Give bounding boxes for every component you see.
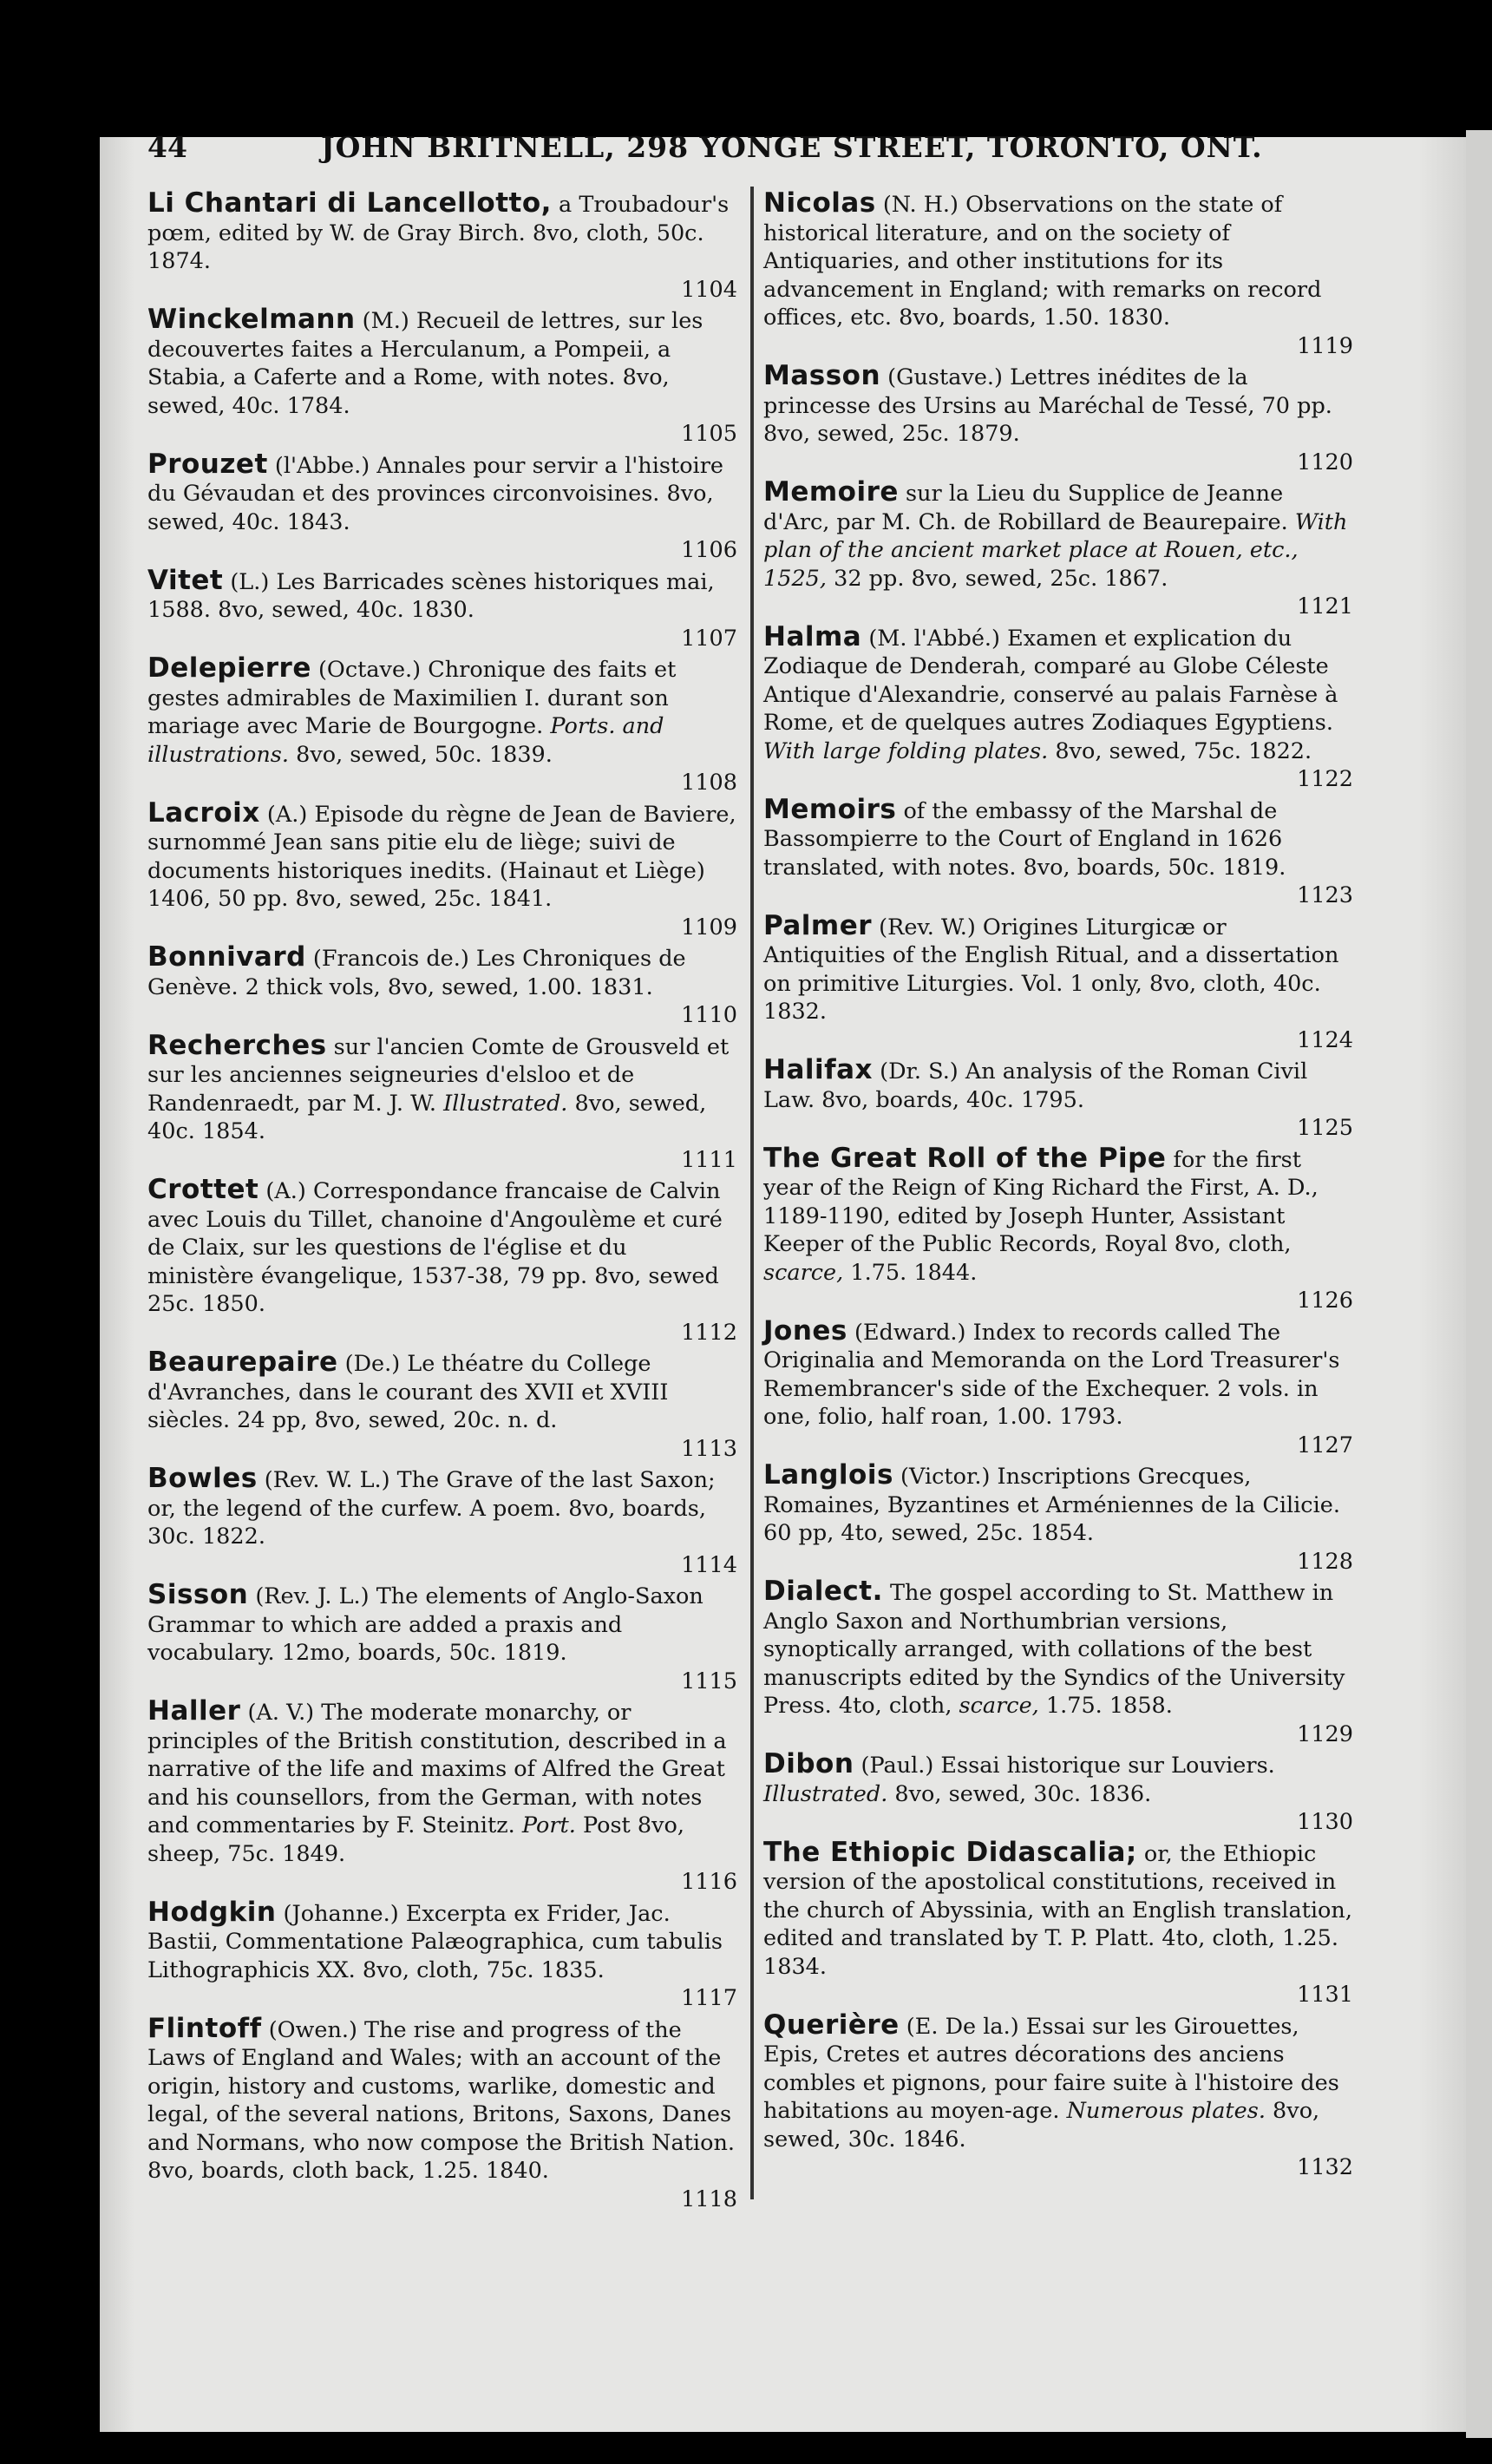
entry-italic-note: scarce, [763, 1259, 844, 1286]
entry-heading: Hodgkin [147, 1896, 277, 1928]
entry-number: 1111 [681, 1146, 737, 1173]
entry-number: 1107 [681, 625, 737, 652]
catalog-entry [147, 305, 737, 449]
entry-description: a Troubadour's pœm, edited by W. de Gray Birch. 8vo, cloth, 50c. 1874. [147, 192, 730, 274]
catalog-entry [763, 478, 1353, 621]
entry-heading: Palmer [763, 909, 873, 941]
entry-heading: Memoirs [763, 793, 897, 825]
entry-italic-note: With large folding plates. [763, 737, 1049, 764]
entry-heading: Prouzet [147, 448, 268, 480]
catalog-entry [147, 564, 737, 653]
entry-number: 1126 [1297, 1288, 1353, 1314]
entry-heading: Recherches [147, 1029, 327, 1061]
entry-description: (L.) Les Barricades scènes historiques mai, 1588. 8vo, sewed, 40c. 1830. [147, 568, 715, 623]
entry-number: 1113 [681, 1435, 737, 1462]
entry-number: 1105 [681, 421, 737, 447]
catalog-entry [763, 1314, 1353, 1460]
entry-heading: Beaurepaire [147, 1347, 338, 1378]
entry-details: 8vo, sewed, 75c. 1822. [1048, 737, 1312, 764]
entry-number: 1108 [681, 770, 737, 796]
catalog-entry [147, 943, 737, 1030]
adjacent-page-edge [1466, 130, 1492, 2438]
entry-number: 1120 [1297, 449, 1353, 475]
entry-heading: Crottet [147, 1174, 259, 1205]
entry-number: 1122 [1297, 766, 1353, 792]
entry-number: 1112 [681, 1319, 737, 1346]
entry-details: 1.75. 1844. [843, 1259, 978, 1286]
entry-italic-note: With plan of the ancient market place at Rouen, etc., 1525, [763, 508, 1348, 592]
right-column [763, 189, 1353, 2184]
entry-description: sur l'ancien Comte de Grousveld et sur les anciennes seigneuries d'elsloo et de Randenraedt, par M. J. W. [147, 1033, 730, 1117]
entry-description: (Victor.) Inscriptions Grecques, Romaines, Byzantines et Arméniennes de la Cilicie. 60 pp, 4to, sewed, 25c. 1854. [763, 1464, 1340, 1546]
catalog-entry [147, 1581, 737, 1695]
page-number: 44 [147, 130, 187, 164]
entry-number: 1130 [1297, 1809, 1353, 1835]
entry-description: (A. V.) The moderate monarchy, or principles of the British constitution, described in a narrative of the life and maxims of Alfred the Great and his counsellors, from the German, with notes and commentaries by F. Steinitz. [147, 1700, 727, 1838]
left-column [147, 189, 737, 2215]
entry-description: (De.) Le théatre du College d'Avranches, dans le courant des XVII et XVIII siècles. 24 pp, 8vo, sewed, 20c. n. d. [147, 1351, 669, 1433]
entry-heading: Dialect. [763, 1576, 883, 1607]
catalog-entry [147, 1029, 737, 1175]
entry-heading: Bonnivard [147, 941, 306, 973]
entry-italic-note: Numerous plates. [1066, 2098, 1266, 2124]
entry-description: The gospel according to St. Matthew in Anglo Saxon and Northumbrian versions, synoptically arranged, with collations of the best manuscripts edited by the Syndics of the University Press. 4to, cloth, [763, 1580, 1345, 1719]
entry-description: or, the Ethiopic version of the apostolical constitutions, received in the church of Abyssinia, with an English translation, edited and translated by T. P. Platt. 4to, cloth, 1.25. 1834. [763, 1840, 1352, 1980]
catalog-entry [147, 1465, 737, 1579]
entry-italic-note: scarce, [959, 1693, 1039, 1719]
entry-number: 1125 [1297, 1115, 1353, 1141]
entry-details: 8vo, sewed, 30c. 1846. [763, 2098, 1320, 2153]
entry-description: (l'Abbe.) Annales pour servir a l'histoire du Gévaudan et des provinces circonvoisines. 8vo, sewed, 40c. 1843. [147, 452, 723, 535]
catalog-entry [763, 1144, 1353, 1315]
entry-description: (M.) Recueil de lettres, sur les decouvertes faites a Herculanum, a Pompeii, a Stabia, a Caferte and a Rome, with notes. 8vo, sewed, 40c. 1784. [147, 308, 703, 419]
page-header [147, 121, 1284, 174]
entry-details: Post 8vo, sheep, 75c. 1849. [147, 1812, 684, 1867]
entry-details: 32 pp. 8vo, sewed, 25c. 1867. [827, 565, 1168, 592]
catalog-entry [763, 1838, 1353, 2009]
entry-number: 1121 [1297, 593, 1353, 619]
entry-description: (A.) Episode du règne de Jean de Baviere, surnommé Jean sans pitie elu de liège; suivi de documents historiques inedits. (Hainaut et Liège) 1406, 50 pp. 8vo, sewed, 25c. 1841. [147, 801, 736, 912]
catalog-entry [147, 1697, 737, 1897]
entry-heading: Halifax [763, 1054, 874, 1085]
entry-heading: Dibon [763, 1748, 854, 1779]
entry-number: 1118 [681, 2185, 737, 2212]
catalog-entry [147, 796, 737, 942]
entry-number: 1117 [681, 1985, 737, 2011]
entry-italic-note: Illustrated. [763, 1780, 888, 1807]
entry-description: (Owen.) The rise and progress of the Laws of England and Wales; with an account of the origin, history and customs, warlike, domestic and legal, of the several nations, Britons, Saxons, Danes and Normans, who now compose the British Nation. 8vo, boards, cloth back, 1.25. 1840. [147, 2016, 735, 2184]
entry-number: 1123 [1297, 882, 1353, 908]
page-title: JOHN BRITNELL, 298 YONGE STREET, TORONTO, ONT. [321, 130, 1263, 164]
entry-number: 1119 [1297, 332, 1353, 359]
entry-heading: Winckelmann [147, 304, 356, 335]
entry-number: 1104 [681, 276, 737, 303]
entry-description: (Gustave.) Lettres inédites de la princesse des Ursins au Maréchal de Tessé, 70 pp. 8vo, sewed, 25c. 1879. [763, 364, 1332, 447]
entry-heading: Delepierre [147, 652, 311, 684]
entry-heading: Lacroix [147, 796, 260, 829]
catalog-entry [147, 189, 737, 304]
entry-description: (Rev. W. L.) The Grave of the last Saxon; or, the legend of the curfew. A poem. 8vo, boards, 30c. 1822. [147, 1467, 716, 1550]
catalog-entry [147, 2012, 737, 2214]
entry-number: 1128 [1297, 1548, 1353, 1575]
entry-details: 8vo, sewed, 50c. 1839. [289, 741, 553, 768]
entry-description: (Edward.) Index to records called The Originalia and Memoranda on the Lord Treasurer's Remembrancer's side of the Exchequer. 2 vols. in one, folio, half roan, 1.00. 1793. [763, 1319, 1340, 1430]
catalog-entry [763, 1056, 1353, 1143]
entry-heading: The Great Roll of the Pipe [763, 1142, 1167, 1174]
catalog-entry [147, 1176, 737, 1347]
catalog-entry [763, 189, 1353, 360]
entry-number: 1124 [1297, 1026, 1353, 1053]
entry-description: (A.) Correspondance francaise de Calvin avec Louis du Tillet, chanoine d'Angoulème et curé de Claix, sur les questions de l'église et du ministère évangelique, 1537-38, 79 pp. 8vo, sewed 25c. 1850. [147, 1178, 723, 1317]
entry-description: (Francois de.) Les Chroniques de Genève. 2 thick vols, 8vo, sewed, 1.00. 1831. [147, 946, 686, 1000]
entry-italic-note: Ports. and illustrations. [147, 713, 664, 768]
entry-heading: The Ethiopic Didascalia; [763, 1836, 1137, 1868]
catalog-entry [763, 1461, 1353, 1576]
catalog-entry [147, 450, 737, 565]
entry-heading: Memoire [763, 476, 899, 508]
entry-heading: Masson [763, 360, 881, 391]
entry-italic-note: Port. [521, 1812, 576, 1838]
catalog-entry [763, 909, 1353, 1055]
entry-heading: Vitet [147, 564, 224, 596]
entry-description: (Dr. S.) An analysis of the Roman Civil Law. 8vo, boards, 40c. 1795. [763, 1058, 1308, 1113]
entry-details: 1.75. 1858. [1038, 1693, 1173, 1719]
entry-description: for the first year of the Reign of King Richard the First, A. D., 1189-1190, edited by Joseph Hunter, Assistant Keeper of the Public Records, Royal 8vo, cloth, [763, 1146, 1319, 1257]
catalog-entry [763, 362, 1353, 476]
entry-number: 1106 [681, 537, 737, 563]
entry-heading: Li Chantari di Lancellotto, [147, 187, 552, 219]
catalog-entry [763, 1750, 1353, 1837]
catalog-entry [147, 1898, 737, 2013]
entry-heading: Bowles [147, 1463, 258, 1494]
entry-number: 1110 [681, 1002, 737, 1028]
entry-number: 1116 [681, 1869, 737, 1895]
catalog-entry [763, 2011, 1353, 2182]
entry-description: (Rev. W.) Origines Liturgicæ or Antiquities of the English Ritual, and a dissertation on primitive Liturgies. Vol. 1 only, 8vo, cloth, 40c. 1832. [763, 914, 1339, 1025]
entry-description: (N. H.) Observations on the state of historical literature, and on the society of Antiquaries, and other institutions for its advancement in England; with remarks on record offices, etc. 8vo, boards, 1.50. 1830. [763, 192, 1322, 331]
entry-description: (Octave.) Chronique des faits et gestes admirables de Maximilien I. durant son mariage avec Marie de Bourgogne. [147, 657, 677, 739]
entry-number: 1129 [1297, 1720, 1353, 1747]
catalog-entry [147, 1348, 737, 1463]
entry-number: 1114 [681, 1551, 737, 1578]
entry-description: (M. l'Abbé.) Examen et explication du Zodiaque de Denderah, comparé au Globe Céleste Antique d'Alexandrie, conservé au palais Farnèse à Rome, et de quelques autres Zodiaques Egyptiens. [763, 625, 1338, 736]
entry-number: 1127 [1297, 1432, 1353, 1458]
entry-number: 1131 [1297, 1982, 1353, 2008]
entry-details: 8vo, sewed, 30c. 1836. [887, 1780, 1152, 1807]
entry-description: (E. De la.) Essai sur les Girouettes, Epis, Cretes et autres décorations des anciens combles et pignons, pour faire suite à l'histoire des habitations au moyen-age. [763, 2013, 1339, 2124]
catalog-entry [763, 793, 1353, 910]
entry-number: 1115 [681, 1668, 737, 1694]
entry-description: sur la Lieu du Supplice de Jeanne d'Arc, par M. Ch. de Robillard de Beaurepaire. [763, 481, 1295, 535]
catalog-entry [763, 1577, 1353, 1748]
catalog-entry [147, 654, 737, 797]
column-divider [750, 187, 754, 2199]
entry-description: (Paul.) Essai historique sur Louviers. [854, 1753, 1275, 1779]
entry-description: (Rev. J. L.) The elements of Anglo-Saxon Grammar to which are added a praxis and vocabulary. 12mo, boards, 50c. 1819. [147, 1583, 703, 1666]
entry-italic-note: Illustrated. [443, 1090, 568, 1117]
entry-heading: Halma [763, 620, 862, 652]
entry-heading: Flintoff [147, 2012, 262, 2044]
entry-details: 8vo, sewed, 40c. 1854. [147, 1090, 707, 1144]
entry-description: of the embassy of the Marshal de Bassompierre to the Court of England in 1626 translated, with notes. 8vo, boards, 50c. 1819. [763, 797, 1286, 881]
entry-heading: Sisson [147, 1579, 249, 1610]
entry-number: 1109 [681, 914, 737, 940]
entry-heading: Langlois [763, 1459, 893, 1491]
entry-heading: Jones [763, 1314, 847, 1347]
entry-heading: Haller [147, 1695, 241, 1727]
catalog-entry [763, 620, 1353, 794]
entry-number: 1132 [1297, 2154, 1353, 2180]
entry-description: (Johanne.) Excerpta ex Frider, Jac. Bastii, Commentatione Palæographica, cum tabulis Lithographicis XX. 8vo, cloth, 75c. 1835. [147, 1900, 723, 1983]
entry-heading: Querière [763, 2009, 900, 2041]
entry-heading: Nicolas [763, 187, 876, 219]
